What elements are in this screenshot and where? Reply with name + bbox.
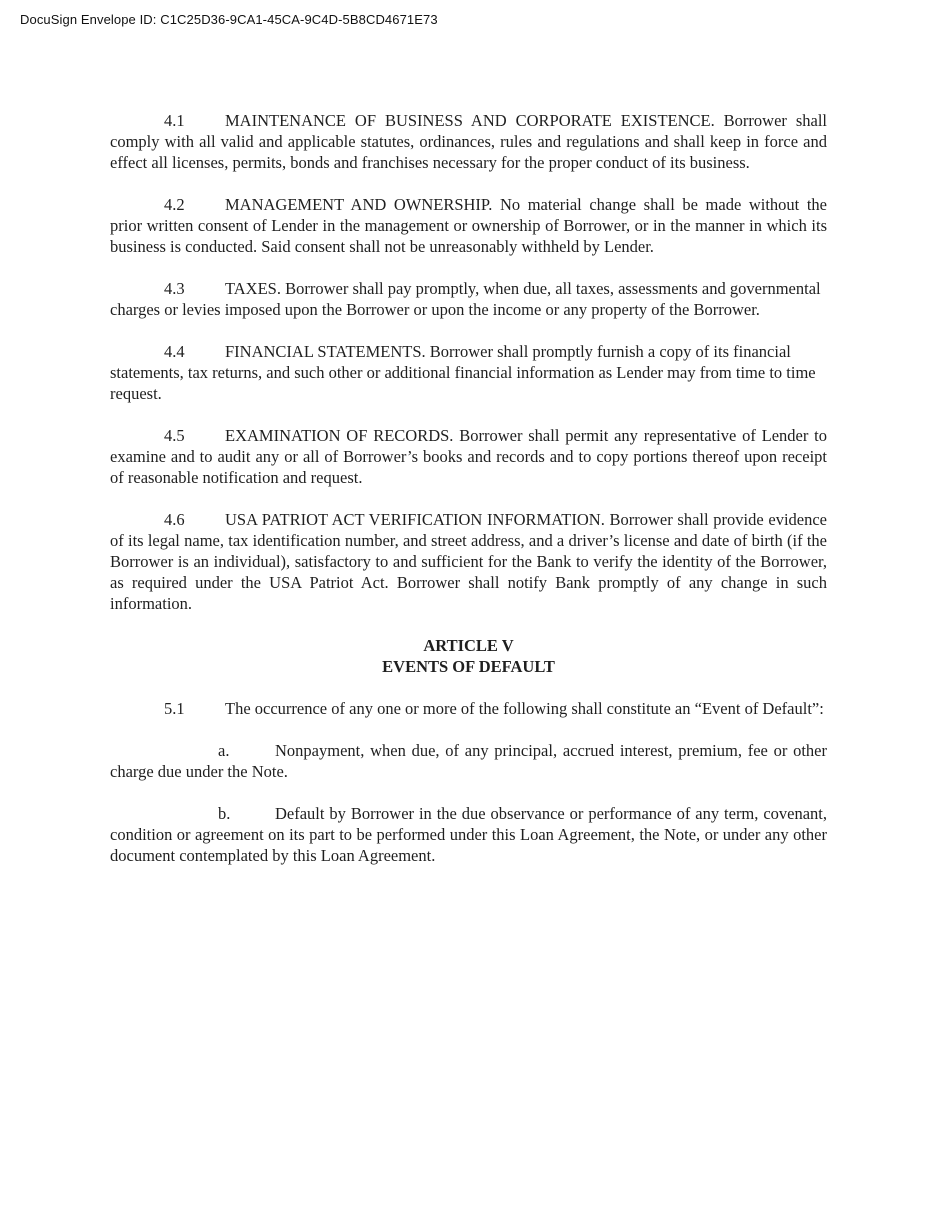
subsection-text: Nonpayment, when due, of any principal, accrued interest, premium, fee or other charge due under the Note. xyxy=(110,741,827,781)
section-number: 4.6 xyxy=(164,510,185,529)
section-text: USA PATRIOT ACT VERIFICATION INFORMATION. Borrower shall provide evidence of its legal name, tax identification number, and street address, and a driver’s license and date of birth (if the Borrower is an individual), satisfactory to and sufficient for the Bank to verify the identity of the Borrower, as required under the USA Patriot Act. Borrower shall notify Bank promptly of any change in such information. xyxy=(110,510,827,613)
section-paragraph-4-3 xyxy=(110,278,827,320)
section-paragraph-4-6 xyxy=(110,509,827,614)
subsection-letter: b. xyxy=(218,804,231,823)
section-number: 4.4 xyxy=(164,342,185,361)
section-number: 4.2 xyxy=(164,195,185,214)
section-paragraph-4-4 xyxy=(110,341,827,404)
subsection-text: Default by Borrower in the due observance or performance of any term, covenant, condition or agreement on its part to be performed under this Loan Agreement, the Note, or under any other document contemplated by this Loan Agreement. xyxy=(110,804,827,865)
docusign-envelope-id: DocuSign Envelope ID: C1C25D36-9CA1-45CA-9C4D-5B8CD4671E73 xyxy=(20,12,438,27)
section-text: FINANCIAL STATEMENTS. Borrower shall promptly furnish a copy of its financial statements, tax returns, and such other or additional financial information as Lender may from time to time request. xyxy=(110,342,816,403)
section-text: The occurrence of any one or more of the following shall constitute an “Event of Default”: xyxy=(225,699,824,718)
subsection-paragraph-b xyxy=(110,803,827,866)
article-heading-line1: ARTICLE V xyxy=(423,636,514,655)
section-paragraph-4-1 xyxy=(110,110,827,173)
subsection-letter: a. xyxy=(218,741,230,760)
section-text: MAINTENANCE OF BUSINESS AND CORPORATE EXISTENCE. Borrower shall comply with all valid and applicable statutes, ordinances, rules and regulations and shall keep in force and effect all licenses, permits, bonds and franchises necessary for the proper conduct of its business. xyxy=(110,111,827,172)
section-text: MANAGEMENT AND OWNERSHIP. No material change shall be made without the prior written consent of Lender in the management or ownership of Borrower, or in the manner in which its business is conducted. Said consent shall not be unreasonably withheld by Lender. xyxy=(110,195,827,256)
subsection-paragraph-a xyxy=(110,740,827,782)
section-text: EXAMINATION OF RECORDS. Borrower shall permit any representative of Lender to examine and to audit any or all of Borrower’s books and records and to copy portions thereof upon receipt of reasonable notification and request. xyxy=(110,426,827,487)
section-paragraph-4-2 xyxy=(110,194,827,257)
document-body xyxy=(110,110,827,887)
section-number: 4.5 xyxy=(164,426,185,445)
article-heading-line2: EVENTS OF DEFAULT xyxy=(382,657,555,676)
section-text: TAXES. Borrower shall pay promptly, when due, all taxes, assessments and governmental charges or levies imposed upon the Borrower or upon the income or any property of the Borrower. xyxy=(110,279,821,319)
section-number: 5.1 xyxy=(164,699,185,718)
section-number: 4.1 xyxy=(164,111,185,130)
section-paragraph-5-1 xyxy=(110,698,827,719)
section-paragraph-4-5 xyxy=(110,425,827,488)
article-heading xyxy=(110,635,827,677)
section-number: 4.3 xyxy=(164,279,185,298)
